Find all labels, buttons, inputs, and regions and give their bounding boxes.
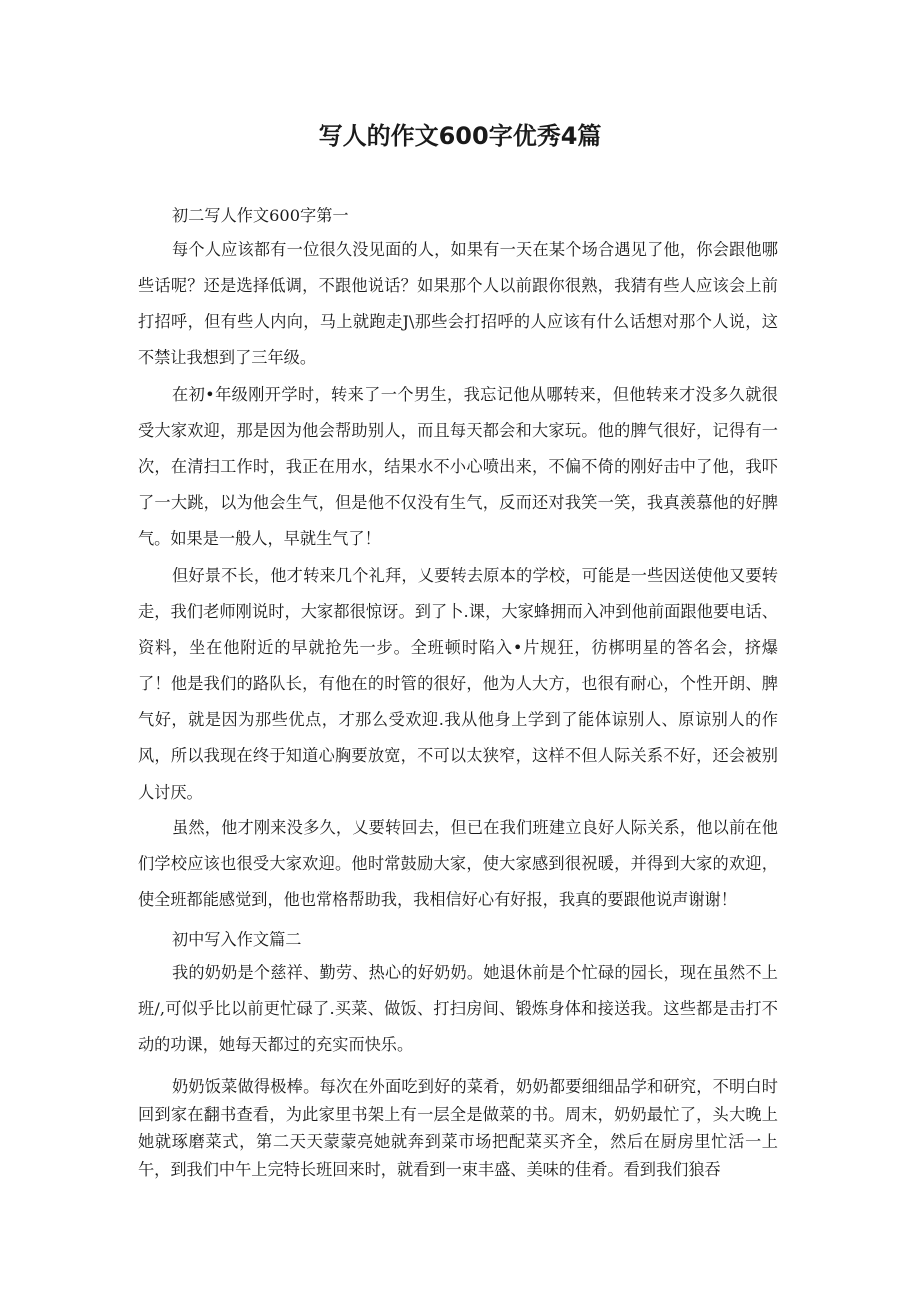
- paragraph-1: 每个人应该都有一位很久没见面的人，如果有一天在某个场合遇见了他，你会跟他哪些话呢？还是选择低调，不跟他说话？如果那个人以前跟你很熟，我猜有些人应该会上前打招呼，但有些人内向，马上就跑走J\那些会打招呼的人应该有什么话想对那个人说，这不禁让我想到了三年级。: [138, 240, 778, 368]
- paragraph-2: 在初•年级刚开学时，转来了一个男生，我忘记他从哪转来，但他转来才没多久就很受大家欢迎，那是因为他会帮助别人，而且每天都会和大家玩。他的脾气很好，记得有一次，在清扫工作时，我正在用水，结果水不小心喷出来，不偏不倚的刚好击中了他，我吓了一大跳，以为他会生气，但是他不仅没有生气，反而还对我笑一笑，我真羡慕他的好脾气。如果是一般人，早就生气了！: [138, 385, 778, 549]
- document-title: 写人的作文600字优秀4篇: [318, 122, 602, 150]
- paragraph-3: 但好景不长，他才转来几个礼拜，乂要转去原本的学校，可能是一些因送使他又要转走，我们老师刚说时，大家都很惊讶。到了卜.课，大家蜂拥而入冲到他前面跟他要电话、资料，坐在他附近的早就抢先一步。全班顿时陷入•片规狂，彷梆明星的答名会，挤爆了！他是我们的路队长，有他在的时管的很好，他为人大方，也很有耐心，个性开朗、脾气好，就是因为那些优点，才那么受欢迎.我从他身上学到了能体谅别人、原谅别人的作风，所以我现在终于知道心胸要放宽，不可以太狭窄，这样不但人际关系不好，还会被别人讨厌。: [138, 566, 778, 802]
- paragraph-5: 我的奶奶是个慈祥、勤劳、热心的好奶奶。她退休前是个忙碌的园长，现在虽然不上班/,可似乎比以前更忙碌了.买菜、做饭、打扫房间、锻炼身体和接送我。这些都是击打不动的功课，她每天都过的充实而快乐。: [138, 963, 778, 1055]
- section-heading-1: 初二写人作文600字第一: [172, 206, 349, 225]
- section-heading-2: 初中写入作文篇二: [172, 930, 302, 949]
- paragraph-4: 虽然，他才刚来没多久，乂要转回去，但已在我们班建立良好人际关系，他以前在他们学校应该也很受大家欢迎。他时常鼓励大家，使大家感到很祝暖，并得到大家的欢迎，使全班都能感觉到，他也常格帮助我，我相信好心有好报，我真的要跟他说声谢谢！: [138, 818, 778, 910]
- paragraph-6: 奶奶饭菜做得极棒。每次在外面吃到好的菜肴，奶奶都要细细品学和研究，不明白时回到家在翻书查看，为此家里书架上有一层全是做菜的书。周末，奶奶最忙了，头大晚上她就琢磨菜式，第二天天蒙蒙亮她就奔到菜市场把配菜买齐全，然后在厨房里忙活一上午，到我们中午上完特长班回来时，就看到一束丰盛、美味的佳肴。看到我们狼吞: [138, 1077, 778, 1179]
